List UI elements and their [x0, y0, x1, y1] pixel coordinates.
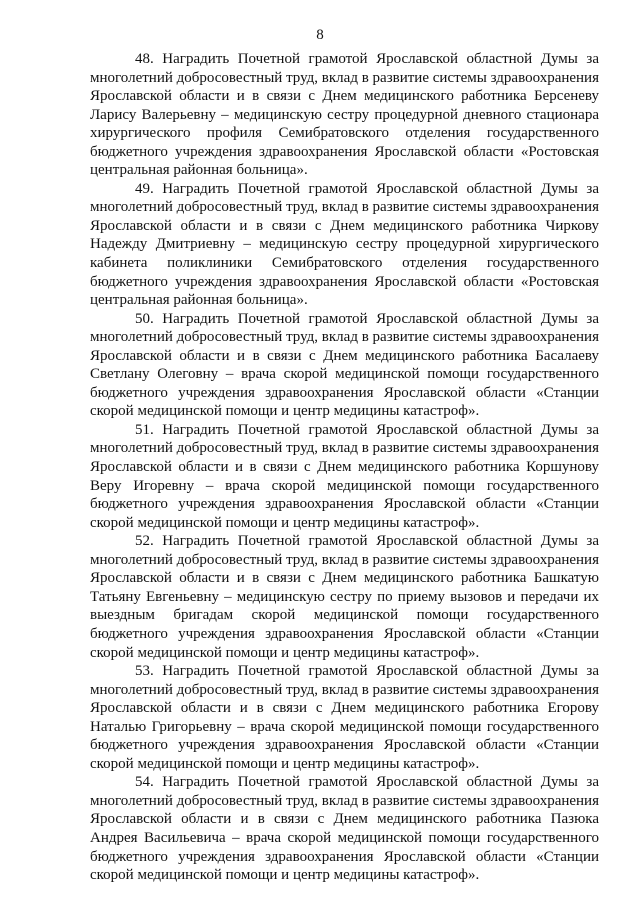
page-number: 8 — [316, 27, 324, 43]
paragraph-49: 49. Наградить Почетной грамотой Ярославской областной Думы за многолетний добросовестный труд, вклад в развитие системы здравоохранения Ярославской области и в связи с Днем медицинского работника Чиркову Надежду Дмитриевну – медицинскую сестру процедурной хирургического кабинета поликлиники Семибратовского отделения государственного бюджетного учреждения здравоохранения Ярославской области «Ростовская центральная районная больница». — [90, 180, 599, 309]
paragraph-48: 48. Наградить Почетной грамотой Ярославской областной Думы за многолетний добросовестный труд, вклад в развитие системы здравоохранения Ярославской области и в связи с Днем медицинского работника Берсеневу Ларису Валерьевну – медицинскую сестру процедурной дневного стационара хирургического профиля Семибратовского отделения государственного бюджетного учреждения здравоохранения Ярославской области «Ростовская центральная районная больница». — [90, 51, 599, 179]
paragraph-53: 53. Наградить Почетной грамотой Ярославской областной Думы за многолетний добросовестный труд, вклад в развитие системы здравоохранения Ярославской области и в связи с Днем медицинского работника Егорову Наталью Григорьевну – врача скорой медицинской помощи государственного бюджетного учреждения здравоохранения Ярославской области «Станции скорой медицинской помощи и центр медицины катастроф». — [90, 663, 599, 772]
document-body — [90, 50, 599, 885]
paragraph-52: 52. Наградить Почетной грамотой Ярославской областной Думы за многолетний добросовестный труд, вклад в развитие системы здравоохранения Ярославской области и в связи с Днем медицинского работника Башкатую Татьяну Евгеньевну – медицинскую сестру по приему вызовов и передачи их выездным бригадам скорой медицинской помощи государственного бюджетного учреждения здравоохранения Ярославской области «Станции скорой медицинской помощи и центр медицины катастроф». — [90, 533, 599, 661]
paragraph-54: 54. Наградить Почетной грамотой Ярославской областной Думы за многолетний добросовестный труд, вклад в развитие системы здравоохранения Ярославской области и в связи с Днем медицинского работника Пазюка Андрея Васильевича – врача скорой медицинской помощи государственного бюджетного учреждения здравоохранения Ярославской области «Станции скорой медицинской помощи и центр медицины катастроф». — [90, 774, 599, 884]
paragraph-50: 50. Наградить Почетной грамотой Ярославской областной Думы за многолетний добросовестный труд, вклад в развитие системы здравоохранения Ярославской области и в связи с Днем медицинского работника Басалаеву Светлану Олеговну – врача скорой медицинской помощи государственного бюджетного учреждения здравоохранения Ярославской области «Станции скорой медицинской помощи и центр медицины катастроф». — [90, 310, 599, 420]
paragraph-51: 51. Наградить Почетной грамотой Ярославской областной Думы за многолетний добросовестный труд, вклад в развитие системы здравоохранения Ярославской области и в связи с Днем медицинского работника Коршунову Веру Игоревну – врача скорой медицинской помощи государственного бюджетного учреждения здравоохранения Ярославской области «Станции скорой медицинской помощи и центр медицины катастроф». — [90, 421, 599, 531]
